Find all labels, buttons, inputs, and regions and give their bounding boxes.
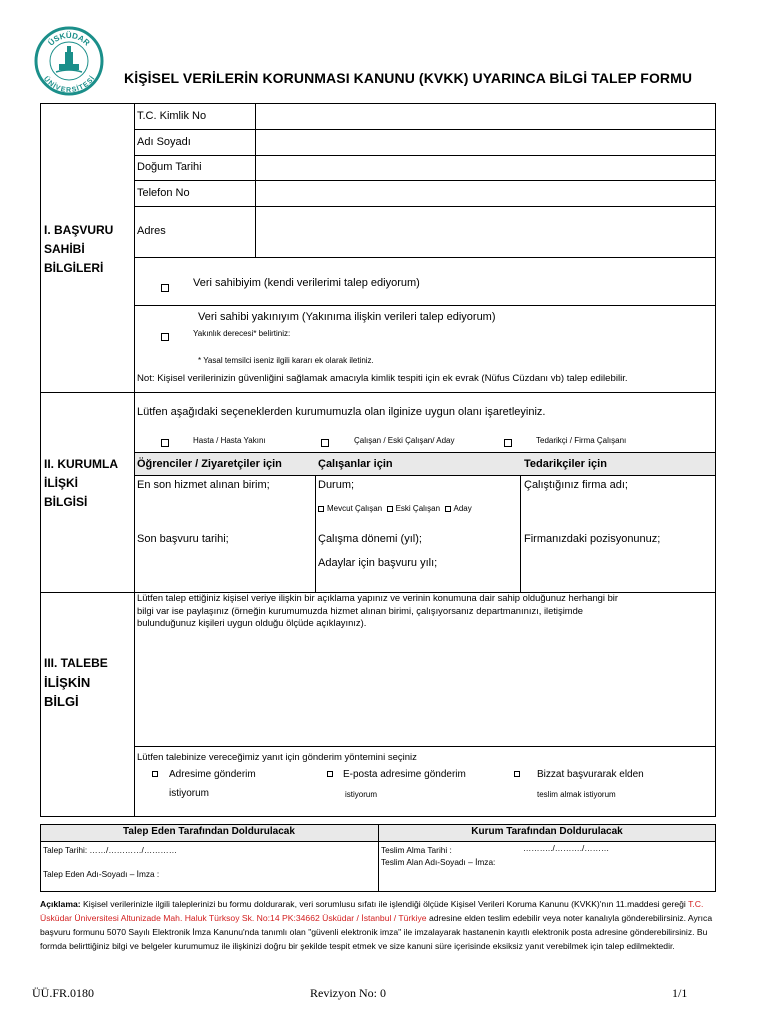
form-code: ÜÜ.FR.0180 <box>32 986 95 1000</box>
former-employee-label: Eski Çalışan <box>395 504 441 513</box>
revision-number: Revizyon No: 0 <box>310 986 386 1000</box>
phone-input[interactable] <box>257 182 714 205</box>
current-employee-label: Mevcut Çalışan <box>327 504 383 513</box>
section1-heading-line: I. BAŞVURU <box>44 223 114 237</box>
company-name-label: Çalıştığınız firma adı; <box>524 479 628 491</box>
field-label-name: Adı Soyadı <box>137 136 191 148</box>
requester-signature-label: Talep Eden Adı-Soyadı – İmza : <box>43 869 160 879</box>
last-application-date-label: Son başvuru tarihi; <box>137 533 229 545</box>
application-address: T.C. Üsküdar Üniversitesi Altunizade Mah. Haluk Türksoy Sk. No:14 PK:34662 Üsküdar / İstanbul / Türkiye <box>40 899 704 923</box>
section2-heading-line: BİLGİSİ <box>44 495 88 509</box>
receipt-date-label: Teslim Alma Tarihi : <box>381 845 452 855</box>
explanation-paragraph <box>40 897 716 953</box>
field-label-birthdate: Doğum Tarihi <box>137 161 202 173</box>
explanation-label: Açıklama: <box>40 899 81 909</box>
supplier-option-label: Tedarikçi / Firma Çalışanı <box>536 436 627 445</box>
employee-option-label: Çalışan / Eski Çalışan/ Aday <box>354 436 455 445</box>
status-label: Durum; <box>318 479 355 491</box>
relation-degree-label: Yakınlık derecesi* belirtiniz: <box>193 329 291 338</box>
patient-checkbox[interactable] <box>161 439 169 447</box>
students-col-header: Öğrenciler / Ziyaretçiler için <box>137 458 282 470</box>
in-person-label: Bizzat başvurarak elden <box>537 769 644 780</box>
institution-header: Kurum Tarafından Doldurulacak <box>471 826 623 837</box>
section1-heading-line: BİLGİLERİ <box>44 261 104 275</box>
description-line: bulunduğunuz kişileri uygun olduğu ölçüde açıklayınız). <box>137 617 367 628</box>
legal-note: * Yasal temsilci iseniz ilgili kararı ek olarak iletiniz. <box>198 356 374 365</box>
university-logo <box>34 26 104 96</box>
page-number: 1/1 <box>672 986 688 1000</box>
owner-option-label: Veri sahibiyim (kendi verilerimi talep ediyorum) <box>193 277 420 289</box>
section2-heading-line: II. KURUMLA <box>44 457 118 471</box>
row-line <box>134 129 716 130</box>
current-employee-checkbox[interactable] <box>318 506 324 512</box>
university-seal-icon <box>34 26 104 96</box>
owner-checkbox[interactable] <box>161 284 169 292</box>
row-line <box>134 155 716 156</box>
section1-heading-line: SAHİBİ <box>44 242 85 256</box>
relation-instruction: Lütfen aşağıdaki seçeneklerden kurumumuzla olan ilginize uygun olanı işaretleyiniz. <box>137 406 546 418</box>
last-service-unit-label: En son hizmet alınan birim; <box>137 479 270 491</box>
request-description-textarea[interactable] <box>137 634 714 744</box>
supplier-checkbox[interactable] <box>504 439 512 447</box>
company-position-label: Firmanızdaki pozisyonunuz; <box>524 533 661 545</box>
row-line <box>134 746 716 747</box>
candidate-year-label: Adaylar için başvuru yılı; <box>318 557 438 569</box>
request-date: Talep Tarihi: ……/…………/………… <box>43 845 178 855</box>
candidate-checkbox[interactable] <box>445 506 451 512</box>
section1-heading <box>44 221 113 278</box>
explanation-text-1: Kişisel verilerinizle ilgili taleplerinizi bu formu doldurarak, veri sorumlusu sıfatı ile işlendiği ölçüde Kişisel Verileri Koruma Kanunu (KVKK)'nın 11.maddesi gereği <box>80 899 689 909</box>
row-line <box>134 305 716 306</box>
work-period-label: Çalışma dönemi (yıl); <box>318 533 422 545</box>
mail-delivery-checkbox[interactable] <box>152 771 158 777</box>
delivery-instruction: Lütfen talebinize vereceğimiz yanıt için gönderim yöntemini seçiniz <box>137 752 417 763</box>
row-line <box>134 180 716 181</box>
requester-header: Talep Eden Tarafından Doldurulacak <box>123 826 295 837</box>
relative-option-label: Veri sahibi yakınıyım (Yakınıma ilişkin verileri talep ediyorum) <box>198 311 496 323</box>
employees-col-header: Çalışanlar için <box>318 458 393 470</box>
field-label-tc: T.C. Kimlik No <box>137 110 207 122</box>
section3-heading-line: BİLGİ <box>44 694 79 709</box>
description-line: Lütfen talep ettiğiniz kişisel veriye ilişkin bir açıklama yapınız ve verinin konumuna dair sahip olduğunuz herhangi bir <box>137 592 618 603</box>
section3-heading-line: İLİŞKİN <box>44 675 91 690</box>
mail-delivery-label-2: istiyorum <box>169 788 210 799</box>
receiver-signature-label: Teslim Alan Adı-Soyadı – İmza: <box>381 857 496 867</box>
identity-note: Not: Kişisel verilerinizin güvenliğini sağlamak amacıyla kimlik tespiti için ek evrak (Nüfus Cüzdanı vb) talep edilebilir. <box>137 373 628 384</box>
patient-option-label: Hasta / Hasta Yakını <box>193 436 266 445</box>
status-options <box>318 504 472 513</box>
former-employee-checkbox[interactable] <box>387 506 393 512</box>
row-line <box>134 475 716 476</box>
field-label-address: Adres <box>137 225 166 237</box>
address-input[interactable] <box>257 208 714 256</box>
relative-checkbox[interactable] <box>161 333 169 341</box>
name-input[interactable] <box>257 131 714 154</box>
email-delivery-label-2: istiyorum <box>345 790 378 799</box>
section3-heading-line: III. TALEBE <box>44 656 108 670</box>
mail-delivery-label: Adresime gönderim <box>169 769 256 780</box>
section-line <box>40 392 716 393</box>
employee-checkbox[interactable] <box>321 439 329 447</box>
request-description-instruction <box>137 592 618 630</box>
description-line: bilgi var ise paylaşınız (örneğin kurumumuzda hizmet alınan birimi, çalışıyorsanız departmanınızı, iletişimde <box>137 604 584 616</box>
email-delivery-label: E-posta adresime gönderim <box>343 769 466 780</box>
section2-heading <box>44 455 118 512</box>
section2-heading-line: İLİŞKİ <box>44 476 79 490</box>
suppliers-col-header: Tedarikçiler için <box>524 458 607 470</box>
field-label-phone: Telefon No <box>137 187 190 199</box>
explanation-text-2: adresine elden teslim edebilir veya noter kanalıyla gönderebilirsiniz. Ayrıca başvuru formunu 5070 Sayılı Elektronik İmza Kanunu'nda tanımlı olan "güvenli elektronik imza" ile imzalayarak hastanenin kayıtlı elektronik posta adresine gönderebilirsiniz. Bu formda belirttiğiniz bilgi ve belgeler kurumumuz ile ilişkinizi doğru bir şekilde tespit etmek ve size kanuni süre içerisinde eksiksiz yanıt verebilmek için talep edilmektedir. <box>40 913 713 951</box>
birthdate-input[interactable] <box>257 157 714 179</box>
receipt-date-value: ………../………./……… <box>523 843 610 853</box>
svg-text:ÜNİVERSİTESİ: ÜNİVERSİTESİ <box>41 75 97 95</box>
row-line <box>134 206 716 207</box>
email-delivery-checkbox[interactable] <box>327 771 333 777</box>
row-line <box>134 452 716 453</box>
tc-input[interactable] <box>257 105 714 128</box>
candidate-label: Aday <box>453 504 472 513</box>
form-title: KİŞİSEL VERİLERİN KORUNMASI KANUNU (KVKK) UYARINCA BİLGİ TALEP FORMU <box>124 70 693 86</box>
in-person-checkbox[interactable] <box>514 771 520 777</box>
in-person-label-2: teslim almak istiyorum <box>537 790 616 799</box>
row-line <box>134 257 716 258</box>
section3-heading <box>44 654 108 711</box>
svg-text:ÜSKÜDAR: ÜSKÜDAR <box>46 30 92 48</box>
